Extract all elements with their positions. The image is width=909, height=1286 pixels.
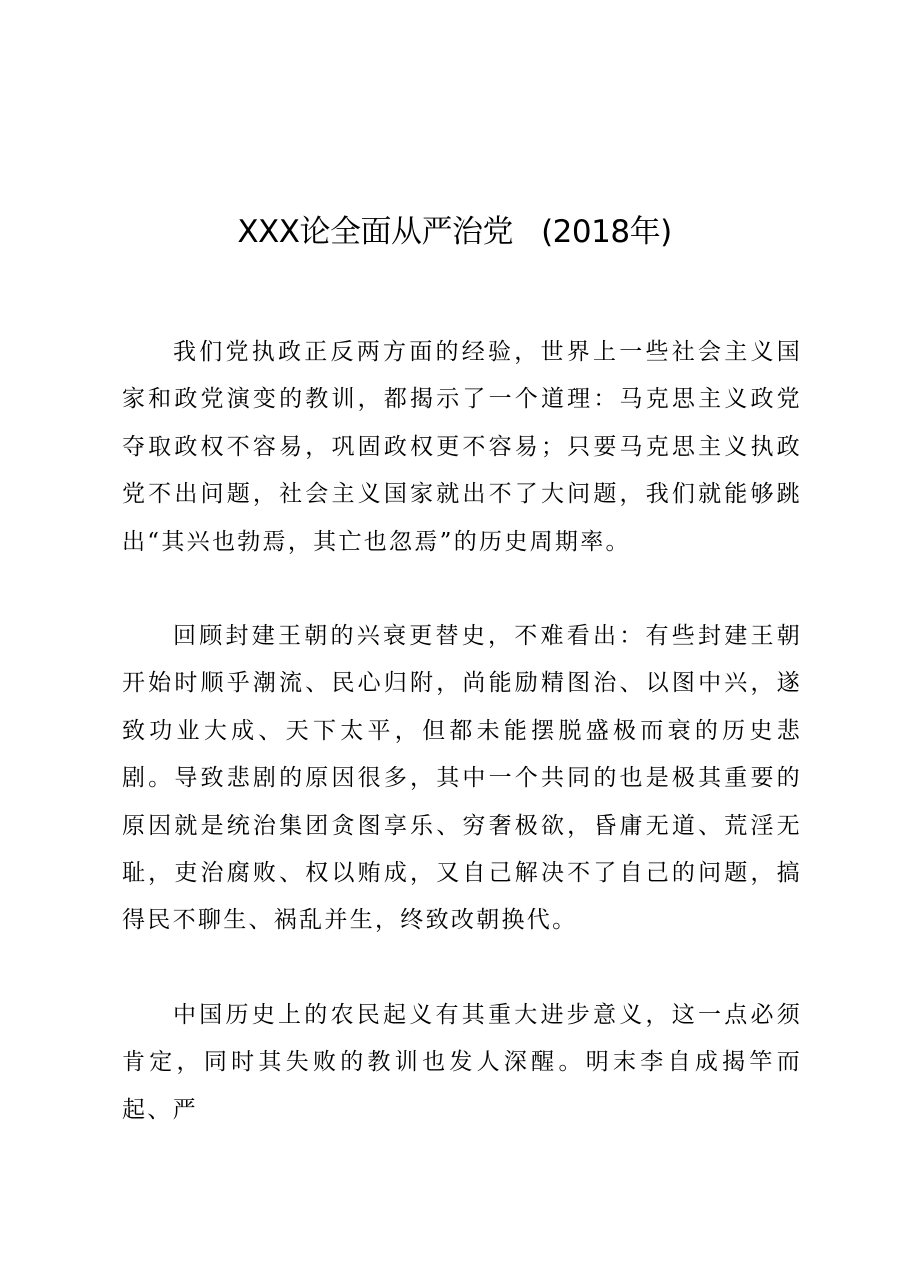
document-title: XXX论全面从严治党 (2018年) bbox=[237, 214, 672, 250]
paragraph-1: 我们党执政正反两方面的经验，世界上一些社会主义国家和政党演变的教训，都揭示了一个道理：马克思主义政党夺取政权不容易，巩固政权更不容易；只要马克思主义执政党不出问题，社会主义国家就出不了大问题，我们就能够跳出“其兴也勃焉，其亡也忽焉”的历史周期率。 bbox=[122, 339, 802, 555]
paragraph-3: 中国历史上的农民起义有其重大进步意义，这一点必须肯定，同时其失败的教训也发人深醒。明末李自成揭竿而起、严 bbox=[122, 1002, 802, 1123]
paragraph-2: 回顾封建王朝的兴衰更替史，不难看出：有些封建王朝开始时顺乎潮流、民心归附，尚能励精图治、以图中兴，遂致功业大成、天下太平，但都未能摆脱盛极而衰的历史悲剧。导致悲剧的原因很多，其中一个共同的也是极其重要的原因就是统治集团贪图享乐、穷奢极欲，昏庸无道、荒淫无耻，吏治腐败、权以贿成，又自己解决不了自己的问题，搞得民不聊生、祸乱并生，终致改朝换代。 bbox=[122, 623, 802, 934]
